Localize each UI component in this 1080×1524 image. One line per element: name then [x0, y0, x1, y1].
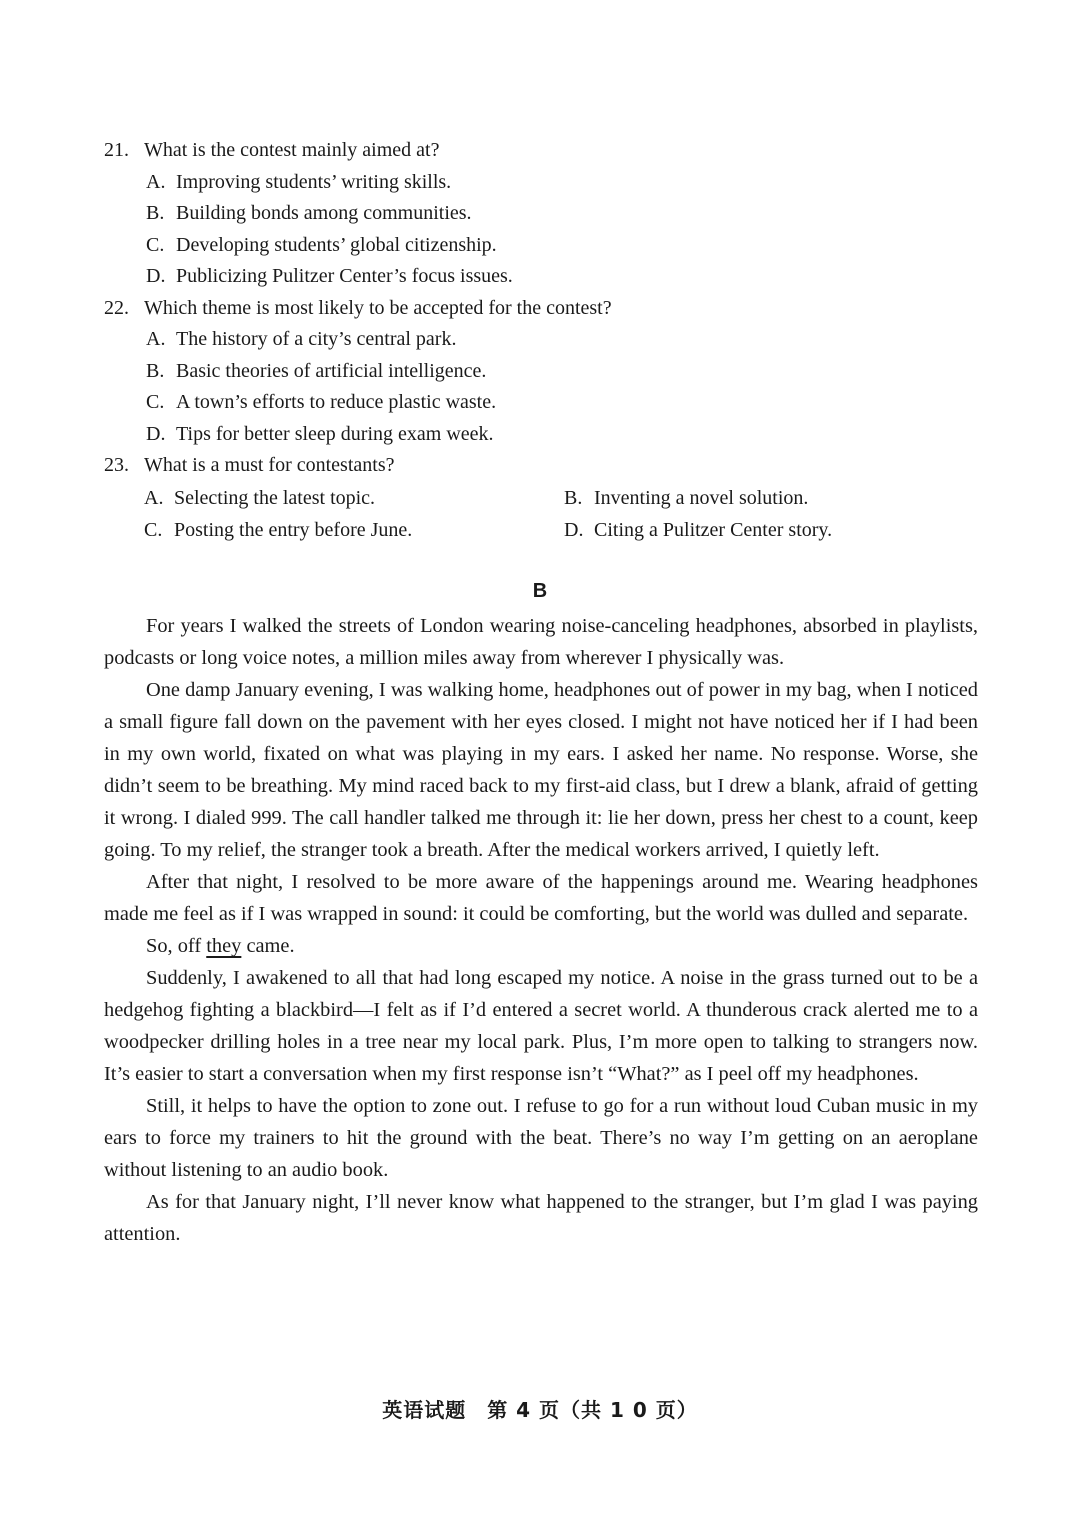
paragraph: After that night, I resolved to be more aware of the happenings around me. Wearing headphones made me feel as if I was wrapped in sound: it could be comforting, but the world was dulled and separate.: [104, 871, 978, 925]
option-text: Developing students’ global citizenship.: [176, 233, 497, 256]
option-text: Inventing a novel solution.: [594, 486, 809, 509]
option-letter: A.: [146, 328, 166, 350]
option-d: [564, 514, 984, 546]
option-b: [564, 482, 984, 514]
option-b: [104, 198, 984, 230]
question-text: What is a must for contestants?: [144, 454, 395, 476]
paragraph: As for that January night, I’ll never know what happened to the stranger, but I’m glad I was paying attention.: [104, 1191, 978, 1245]
option-letter: C.: [144, 518, 163, 541]
option-c: [104, 387, 984, 419]
option-letter: B.: [564, 486, 583, 509]
page-footer: 英语试题 第 4 页（共 1 0 页）: [382, 1398, 698, 1422]
reading-passage: [104, 610, 978, 1250]
option-text: The history of a city’s central park.: [176, 328, 457, 350]
paragraph-text: came.: [241, 935, 295, 957]
paragraph: [104, 930, 978, 962]
option-letter: B.: [146, 359, 165, 382]
option-text: Posting the entry before June.: [174, 518, 413, 541]
question-23: [104, 450, 984, 546]
section-title: B: [532, 580, 548, 602]
option-text: Improving students’ writing skills.: [176, 170, 452, 193]
option-letter: C.: [146, 233, 165, 256]
question-22: [104, 293, 984, 451]
question-stem: [104, 135, 984, 167]
paragraph-text: So, off: [146, 935, 207, 957]
option-letter: D.: [564, 518, 584, 541]
option-text: Publicizing Pulitzer Center’s focus issues.: [176, 265, 513, 287]
option-c: [144, 514, 564, 546]
option-text: Basic theories of artificial intelligence.: [176, 359, 487, 382]
option-text: Selecting the latest topic.: [174, 486, 376, 509]
option-letter: D.: [146, 265, 166, 287]
paragraph: Still, it helps to have the option to zone out. I refuse to go for a run without loud Cuban music in my ears to force my trainers to hit the ground with the beat. There’s no way I’m getting on an aeroplane without listening to an audio book.: [104, 1095, 978, 1181]
option-text: A town’s efforts to reduce plastic waste.: [176, 391, 497, 413]
option-letter: B.: [146, 202, 165, 224]
question-number: 23.: [104, 454, 129, 476]
option-letter: D.: [146, 422, 166, 445]
option-letter: A.: [146, 170, 166, 193]
question-stem: [104, 293, 984, 325]
question-number: 22.: [104, 296, 129, 319]
paragraph: For years I walked the streets of London wearing noise-canceling headphones, absorbed in playlists, podcasts or long voice notes, a million miles away from wherever I physically was.: [104, 615, 978, 669]
question-number: 21.: [104, 139, 129, 161]
option-text: Building bonds among communities.: [176, 202, 472, 224]
question-text: What is the contest mainly aimed at?: [144, 139, 440, 161]
option-text: Tips for better sleep during exam week.: [176, 422, 494, 445]
underlined-word: they: [206, 935, 242, 957]
option-b: [104, 356, 984, 388]
paragraph: Suddenly, I awakened to all that had long escaped my notice. A noise in the grass turned out to be a hedgehog fighting a blackbird—I felt as if I’d entered a secret world. A thunderous crack alerted me to a woodpecker drilling holes in a tree near my local park. Plus, I’m more open to talking to strangers now. It’s easier to start a conversation when my first response isn’t “What?” as I peel off my headphones.: [104, 967, 978, 1085]
option-letter: A.: [144, 486, 164, 509]
option-text: Citing a Pulitzer Center story.: [594, 518, 833, 541]
option-row: [104, 482, 984, 514]
option-d: [104, 261, 984, 293]
option-row: [104, 514, 984, 546]
option-letter: C.: [146, 391, 165, 413]
option-d: [104, 419, 984, 451]
option-a: [104, 167, 984, 199]
option-a: [104, 324, 984, 356]
question-text: Which theme is most likely to be accepted for the contest?: [144, 296, 612, 319]
option-a: [144, 482, 564, 514]
question-list: [104, 135, 984, 546]
option-c: [104, 230, 984, 262]
paragraph: One damp January evening, I was walking home, headphones out of power in my bag, when I noticed a small figure fall down on the pavement with her eyes closed. I might not have noticed her if I had been in my own world, fixated on what was playing in my ears. I asked her name. No response. Worse, she didn’t seem to be breathing. My mind raced back to my first-aid class, but I drew a blank, afraid of getting it wrong. I dialed 999. The call handler talked me through it: lie her down, press her chest to a count, keep going. To my relief, the stranger took a breath. After the medical workers arrived, I quietly left.: [104, 679, 978, 861]
question-21: [104, 135, 984, 293]
question-stem: [104, 450, 984, 482]
